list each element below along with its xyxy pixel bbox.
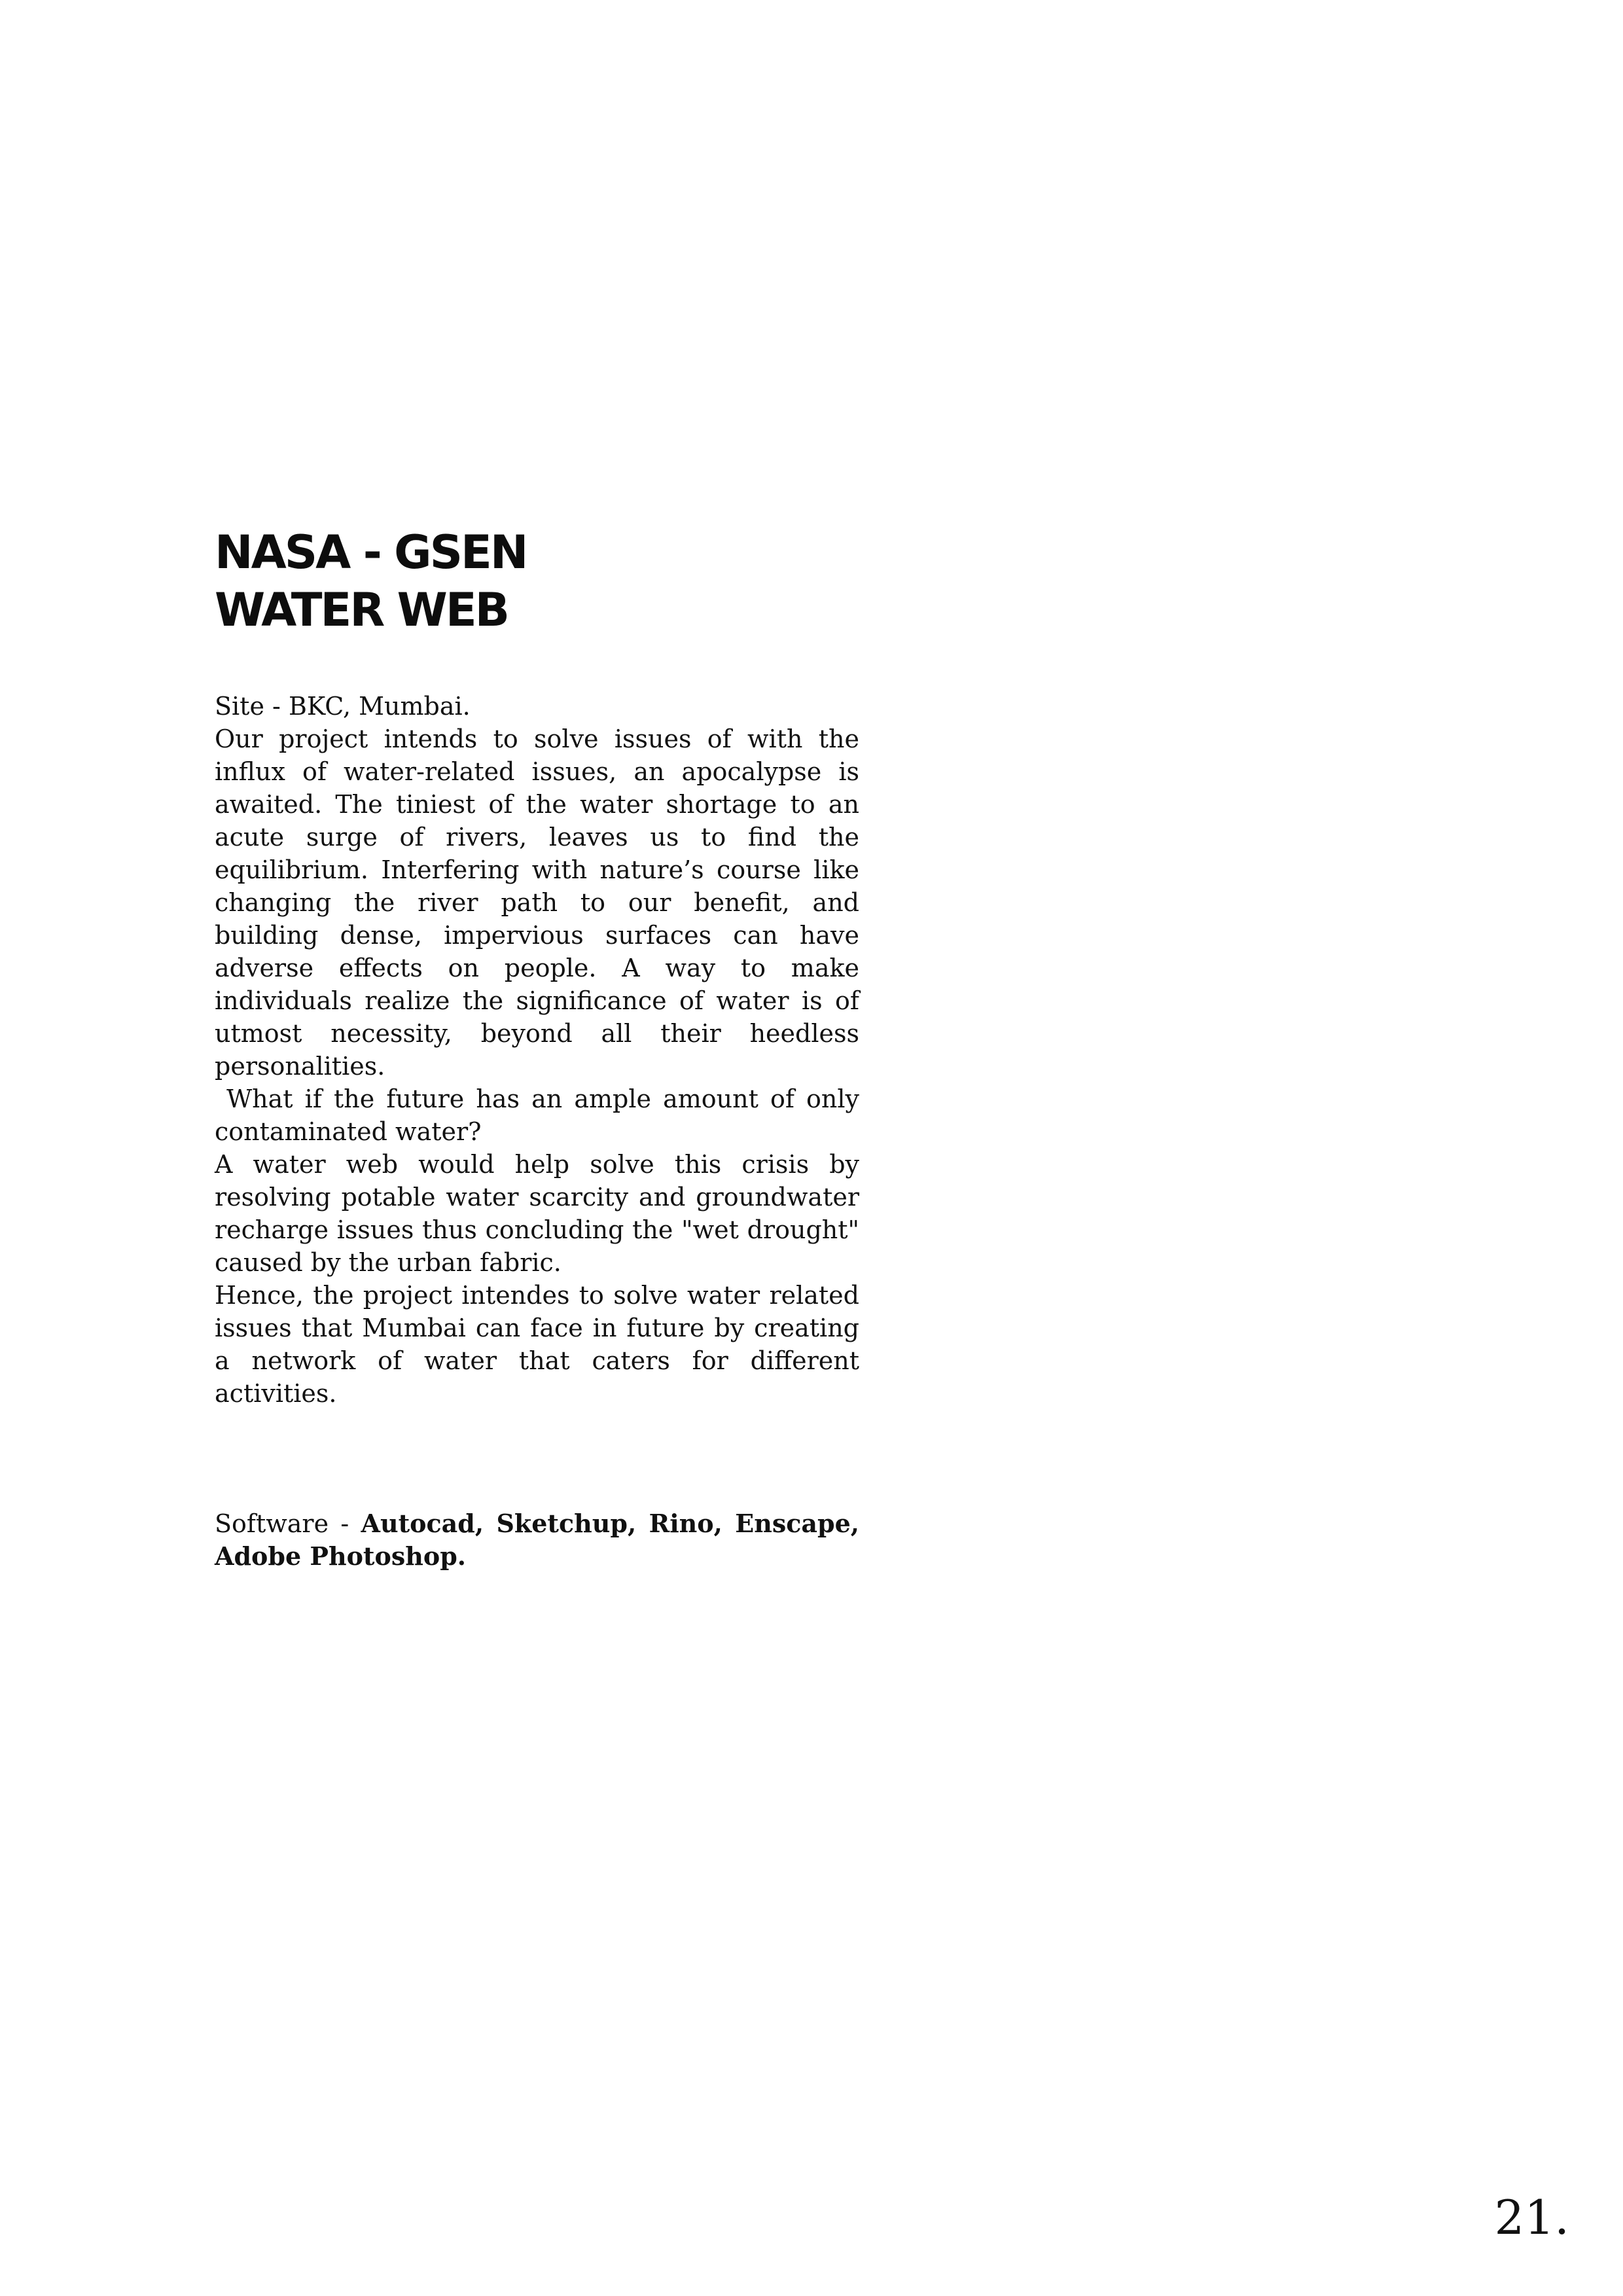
- software-list: Autocad, Sketchup, Rino, Enscape, Adobe Photoshop.: [215, 1509, 859, 1571]
- description-paragraph-1: Our project intends to solve issues of with the influx of water-related issues, an apocalypse is awaited. The tiniest of the water shortage to an acute surge of rivers, leaves us to find the equilibrium. Interfering with nature’s course like changing the river path to our benefit, and building dense, impervious surfaces can have adverse effects on people. A way to make individuals realize the significance of water is of utmost necessity, beyond all their heedless personalities.: [215, 725, 859, 1081]
- software-line: [215, 1507, 859, 1573]
- project-description: [215, 690, 868, 1410]
- description-paragraph-3: A water web would help solve this crisis by resolving potable water scarcity and groundwater recharge issues thus concluding the "wet drought" caused by the urban fabric.: [215, 1150, 859, 1277]
- title-line-1: NASA - GSEN: [215, 526, 527, 579]
- site-line: Site - BKC, Mumbai.: [215, 692, 471, 721]
- title-line-2: WATER WEB: [215, 583, 508, 637]
- project-title: [215, 524, 935, 639]
- software-label: Software -: [215, 1509, 361, 1538]
- description-paragraph-4: Hence, the project intendes to solve water related issues that Mumbai can face in future by creating a network of water that caters for different activities.: [215, 1281, 859, 1408]
- description-paragraph-2: What if the future has an ample amount of only contaminated water?: [215, 1085, 868, 1146]
- page-number: 21.: [1494, 2190, 1569, 2245]
